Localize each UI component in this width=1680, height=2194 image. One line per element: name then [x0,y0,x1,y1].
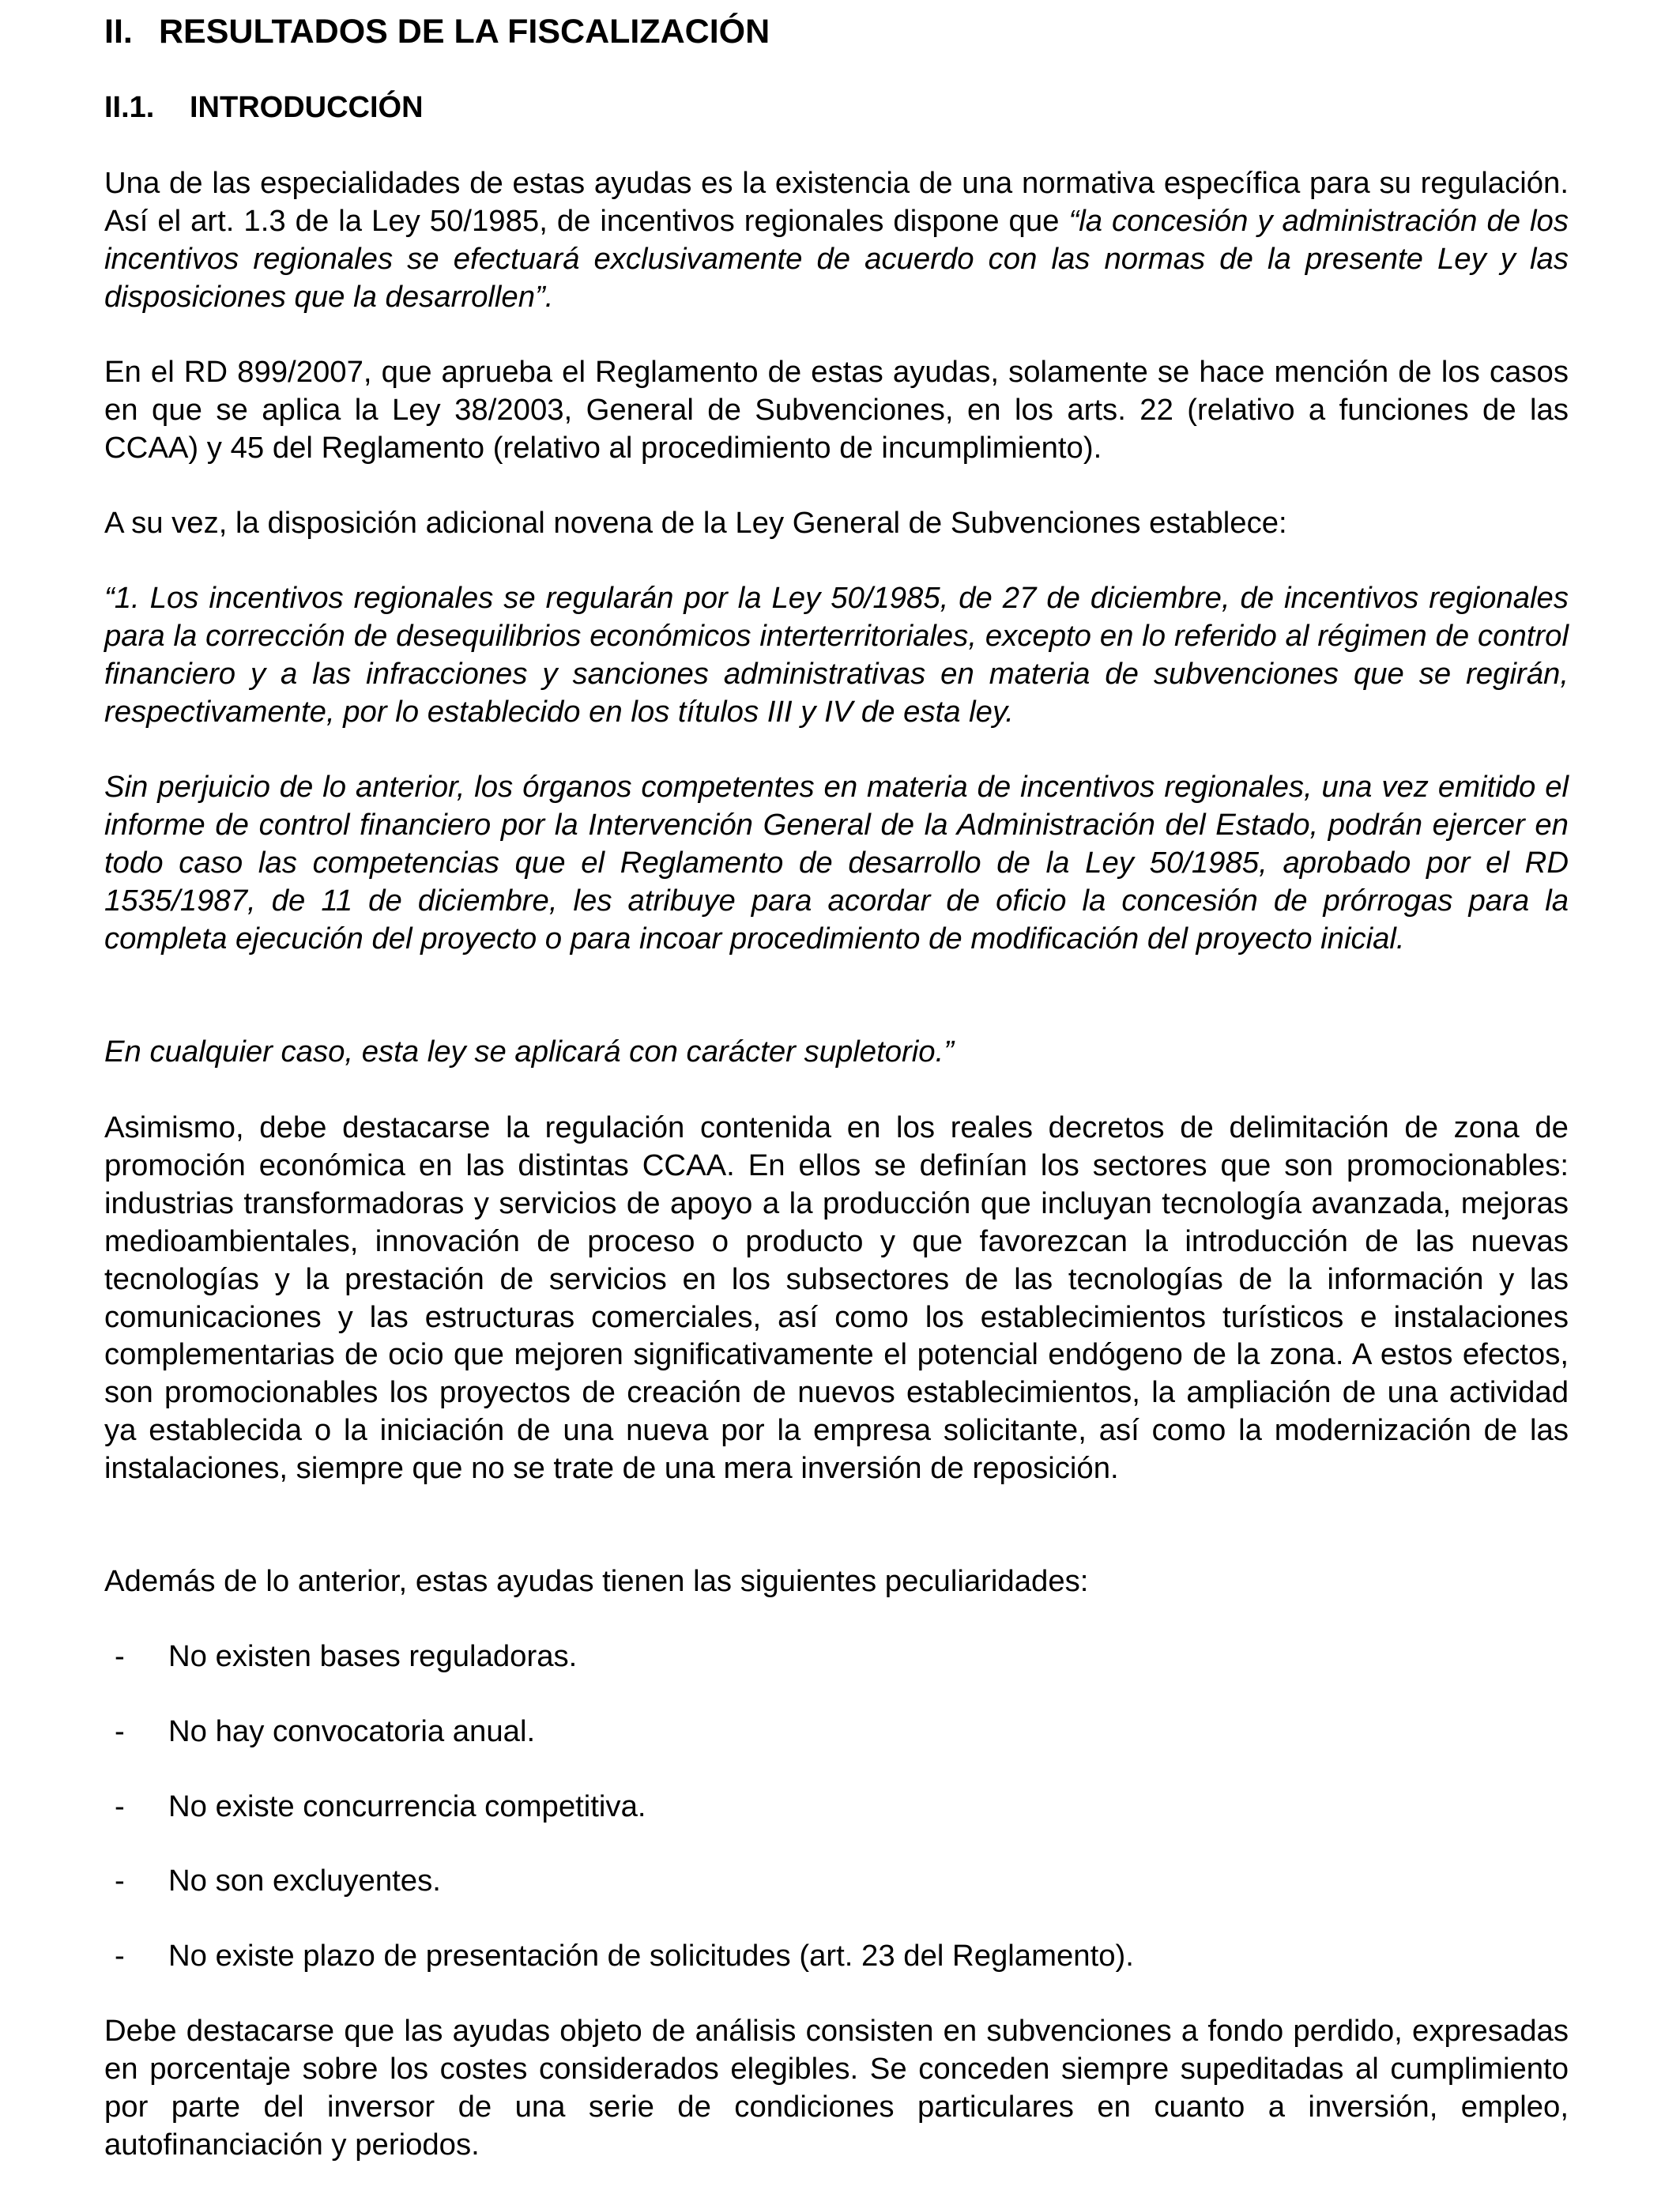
list-item-text: No existe plazo de presentación de solicitudes (art. 23 del Reglamento). [168,1939,1134,1973]
paragraph-intro [104,164,1569,316]
subsection-number: II.1. [104,91,155,124]
list-marker: - [115,1789,125,1823]
list-item-text: No hay convocatoria anual. [168,1714,536,1748]
paragraph-rd: En el RD 899/2007, que aprueba el Reglamento de estas ayudas, solamente se hace mención de los casos en que se aplica la Ley 38/2003, General de Subvenciones, en los arts. 22 (relativo a funciones de las CCAA) y 45 del Reglamento (relativo al procedimiento de incumplimiento). [104,355,1569,465]
list-item-text: No existen bases reguladoras. [168,1639,578,1673]
paragraph-asimismo: Asimismo, debe destacarse la regulación contenida en los reales decretos de delimitación de zona de promoción económica en las distintas CCAA. En ellos se definían los sectores que son promocionables: industrias transformadoras y servicios de apoyo a la producción que incluyan tecnología avanzada, mejoras medioambientales, innovación de proceso o producto y que favorezcan la introducción de las nuevas tecnologías y la prestación de servicios en los subsectores de las tecnologías de la información y las comunicaciones y las estructuras comerciales, así como los establecimientos turísticos e instalaciones complementarias de ocio que mejoren significativamente el potencial endógeno de la zona. A estos efectos, son promocionables los proyectos de creación de nuevos establecimientos, la ampliación de una actividad ya establecida o la iniciación de una nueva por la empresa solicitante, así como la modernización de las instalaciones, siempre que no se trate de una mera inversión de reposición. [104,1110,1569,1486]
list-marker: - [115,1864,125,1898]
list-item-text: No son excluyentes. [168,1864,441,1898]
section-number: II. [104,13,133,51]
paragraph-conclusion: Debe destacarse que las ayudas objeto de análisis consisten en subvenciones a fondo perdido, expresadas en porcentaje sobre los costes considerados elegibles. Se conceden siempre supeditadas al cumplimiento por parte del inversor de una serie de condiciones particulares en cuanto a inversión, empleo, autofinanciación y periodos. [104,2014,1569,2162]
law-quote: “la concesión y administración de los incentivos regionales se efectuará exclusivamente de acuerdo con las normas de la presente Ley y las disposiciones que la desarrollen”. [104,203,1569,314]
list-marker: - [115,1714,125,1748]
paragraph-intro-text: Una de las especialidades de estas ayudas es la existencia de una normativa específica para su regulación. Así el art. 1.3 de la Ley 50/1985, de incentivos regionales dispone que [104,166,1569,238]
quote-paragraph-2: Sin perjuicio de lo anterior, los órganos competentes en materia de incentivos regionales, una vez emitido el informe de control financiero por la Intervención General de la Administración del Estado, podrán ejercer en todo caso las competencias que el Reglamento de desarrollo de la Ley 50/1985, aprobado por el RD 1535/1987, de 11 de diciembre, les atribuye para acordar de oficio la concesión de prórrogas para la completa ejecución del proyecto o para incoar procedimiento de modificación del proyecto inicial. [104,770,1569,956]
subsection-title: INTRODUCCIÓN [190,91,424,124]
quote-paragraph-3: En cualquier caso, esta ley se aplicará con carácter supletorio.” [104,1035,954,1069]
section-title: RESULTADOS DE LA FISCALIZACIÓN [159,13,770,51]
list-item-text: No existe concurrencia competitiva. [168,1789,646,1823]
list-marker: - [115,1939,125,1973]
quote-paragraph-1: “1. Los incentivos regionales se regularán por la Ley 50/1985, de 27 de diciembre, de incentivos regionales para la corrección de desequilibrios económicos interterritoriales, excepto en lo referido al régimen de control financiero y a las infracciones y sanciones administrativas en materia de subvenciones que se regirán, respectivamente, por lo establecido en los títulos III y IV de esta ley. [104,581,1569,729]
list-marker: - [115,1639,125,1673]
section-heading [104,9,770,54]
paragraph-disposicion: A su vez, la disposición adicional novena de la Ley General de Subvenciones establece: [104,506,1287,540]
paragraph-peculiaridades: Además de lo anterior, estas ayudas tienen las siguientes peculiaridades: [104,1564,1089,1598]
subsection-heading [104,87,424,128]
